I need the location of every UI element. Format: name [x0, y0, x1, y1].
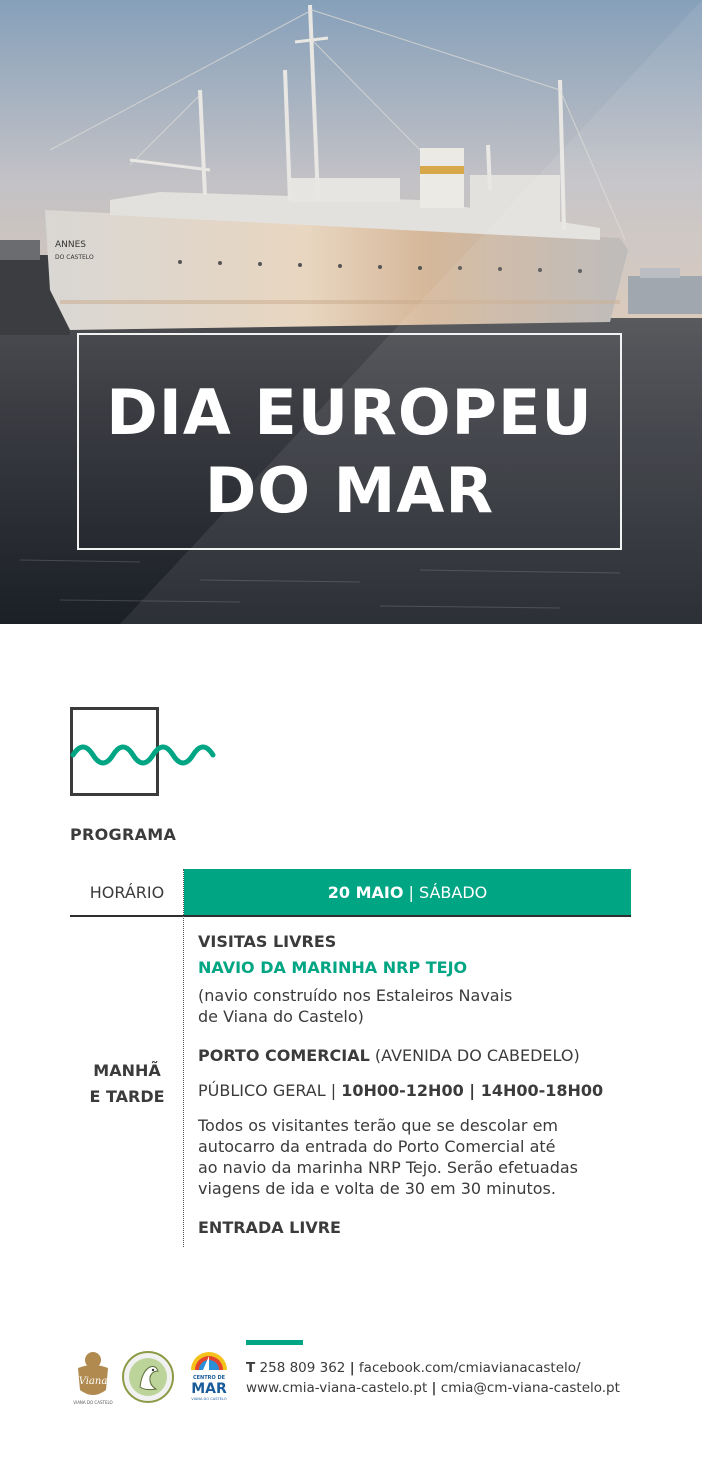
centro-logo-bottom: VIANA DO CASTELO	[191, 1397, 227, 1401]
website-link[interactable]: www.cmia-viana-castelo.pt	[246, 1380, 432, 1396]
time-slot-line-1: MANHÃ	[93, 1061, 161, 1080]
phone-number: 258 809 362	[255, 1360, 350, 1376]
date-separator: |	[403, 883, 420, 902]
page-title-line-1: DIA EUROPEU	[106, 376, 593, 449]
contact-line-1	[246, 1360, 581, 1376]
transport-line-2: autocarro da entrada do Porto Comercial até	[198, 1137, 556, 1156]
footer-accent-bar	[246, 1340, 303, 1345]
viana-crest-logo	[72, 1350, 114, 1406]
transport-info	[198, 1115, 578, 1199]
page-title-line-2: DO MAR	[204, 454, 495, 527]
time-slot-label	[70, 1058, 184, 1110]
wave-square-logo	[70, 707, 220, 799]
date-text: 20 MAIO	[327, 883, 404, 902]
cmia-bird-logo	[122, 1351, 174, 1403]
header-rule	[70, 915, 631, 917]
facebook-link[interactable]: facebook.com/cmiavianacastelo/	[354, 1360, 581, 1376]
separator: |	[349, 1360, 355, 1376]
title-frame	[77, 333, 622, 550]
entry-note: ENTRADA LIVRE	[198, 1218, 341, 1237]
location-name: PORTO COMERCIAL	[198, 1046, 370, 1065]
section-heading: PROGRAMA	[70, 825, 177, 844]
centro-logo-main: MAR	[191, 1381, 227, 1397]
transport-line-3: ao navio da marinha NRP Tejo. Serão efetuadas	[198, 1158, 578, 1177]
location-detail: (AVENIDA DO CABEDELO)	[369, 1046, 580, 1065]
transport-line-1: Todos os visitantes terão que se descolar em	[198, 1116, 559, 1135]
event-title: VISITAS LIVRES	[198, 932, 337, 951]
audience-hours	[198, 1080, 603, 1101]
ship-note-line-1: (navio construído nos Estaleiros Navais	[198, 986, 513, 1005]
audience-text: PÚBLICO GERAL |	[198, 1081, 342, 1100]
transport-line-4: viagens de ida e volta de 30 em 30 minutos.	[198, 1179, 556, 1198]
date-day: SÁBADO	[419, 883, 488, 902]
separator: |	[431, 1380, 437, 1396]
viana-logo-caption: VIANA DO CASTELO	[73, 1400, 113, 1405]
ship-name-text: ANNES	[55, 240, 87, 250]
centro-logo-top: CENTRO DE	[192, 1375, 226, 1381]
location	[198, 1045, 580, 1066]
time-slot-line-2: E TARDE	[89, 1087, 165, 1106]
ship-note-line-2: de Viana do Castelo)	[198, 1007, 364, 1026]
viana-logo-text: Viana	[78, 1376, 108, 1387]
ship-note	[198, 985, 512, 1027]
contact-line-2	[246, 1380, 620, 1396]
date-column-header	[184, 869, 631, 916]
ship-port-text: DO CASTELO	[55, 254, 94, 261]
centro-de-mar-logo	[187, 1348, 231, 1404]
hero-image	[0, 0, 702, 624]
phone-prefix: T	[246, 1360, 256, 1376]
schedule-column-header: HORÁRIO	[89, 883, 165, 902]
email-link[interactable]: cmia@cm-viana-castelo.pt	[436, 1380, 620, 1396]
ship-line: NAVIO DA MARINHA NRP TEJO	[198, 958, 468, 977]
hours-text: 10H00-12H00 | 14H00-18H00	[341, 1081, 604, 1100]
